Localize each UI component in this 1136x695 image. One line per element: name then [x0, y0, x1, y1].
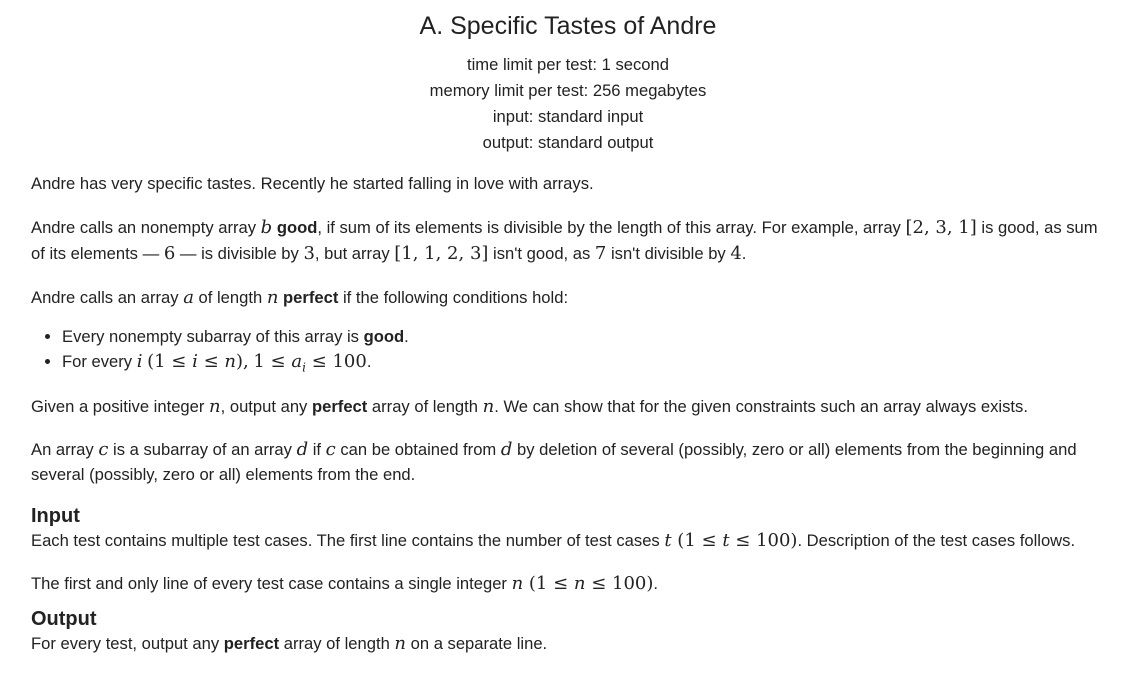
text: , if sum of its elements is divisible by the length of this array. For example, array: [317, 218, 906, 238]
conditions-list: [31, 324, 1106, 380]
text: can be obtained from: [335, 439, 501, 459]
math-array: [1, 1, 2, 3]: [394, 243, 489, 265]
math-number: 4: [730, 243, 742, 265]
math-number: 7: [594, 243, 607, 265]
text: isn't good, as: [488, 244, 595, 264]
text: .: [741, 244, 747, 264]
bold-term: good: [363, 327, 405, 347]
math-var: n: [224, 351, 236, 373]
math-var: d: [500, 438, 513, 460]
math-number: 3: [303, 243, 315, 265]
math-var: n: [209, 395, 221, 417]
text: isn't divisible by: [606, 244, 731, 264]
text: Every nonempty subarray of this array is: [62, 327, 364, 347]
math-array: [2, 3, 1]: [905, 217, 977, 239]
list-item: [62, 324, 1106, 349]
math-var: b: [260, 217, 273, 239]
text: by deletion of several (possibly, zero or all) elements from the beginning and several (possibly, zero or all) elements from the end.: [31, 439, 1077, 484]
math-number: 6: [163, 243, 176, 265]
text: array of length: [279, 634, 395, 654]
math-var: i: [136, 351, 143, 373]
text: — is divisible by: [175, 244, 304, 264]
text: , but array: [314, 244, 395, 264]
math-var: a: [291, 351, 303, 373]
text: if the following conditions hold:: [338, 288, 569, 308]
math-var: c: [98, 438, 109, 460]
text: array of length: [367, 396, 483, 416]
math-text: ≤ 100): [729, 529, 798, 551]
math-text: ≤ 100): [585, 572, 654, 594]
text: if: [308, 439, 326, 459]
text: .: [653, 573, 659, 593]
bold-term: perfect: [223, 634, 280, 654]
math-var: c: [325, 438, 336, 460]
text: . We can show that for the given constraints such an array always exists.: [494, 396, 1028, 416]
input-paragraph-2: [31, 571, 1106, 597]
text: Andre calls an nonempty array: [31, 218, 261, 238]
output-section: [31, 607, 1106, 657]
text: of length: [193, 288, 267, 308]
statement-paragraph-4: [31, 394, 1106, 420]
math-text: (1 ≤: [523, 572, 574, 594]
bold-term: perfect: [311, 396, 368, 416]
output-paragraph-1: [31, 631, 1106, 657]
math-text: ),: [235, 351, 249, 373]
input-file: input: standard input: [492, 107, 644, 126]
list-item: [62, 349, 1106, 380]
math-var: t: [664, 529, 672, 551]
input-paragraph-1: [31, 528, 1106, 554]
math-var: n: [573, 572, 586, 594]
text: is a subarray of an array: [108, 439, 297, 459]
text: .: [366, 352, 372, 372]
math-var: a: [183, 287, 194, 309]
math-var: d: [296, 438, 309, 460]
math-var: n: [394, 633, 407, 655]
math-subscript: i: [302, 360, 306, 375]
time-limit: time limit per test: 1 second: [467, 55, 669, 74]
math-var: t: [722, 529, 730, 551]
problem-title: A. Specific Tastes of Andre: [419, 12, 717, 40]
math-text: ≤: [197, 351, 225, 373]
statement-paragraph-1: Andre has very specific tastes. Recently he started falling in love with arrays.: [31, 174, 594, 193]
text: is good, as sum of its elements —: [31, 218, 1098, 264]
text: Given a positive integer: [31, 396, 210, 416]
output-title: Output: [31, 608, 97, 631]
problem-limits: [0, 52, 1136, 156]
problem-header: [0, 0, 1136, 156]
text: Andre calls an array: [31, 288, 184, 308]
text: For every test, output any: [31, 634, 224, 654]
text: , output any: [220, 396, 312, 416]
math-text: (1 ≤: [147, 351, 193, 373]
text: . Description of the test cases follows.: [797, 530, 1076, 550]
math-text: 1 ≤: [253, 351, 292, 373]
text: The first and only line of every test case contains a single integer: [31, 573, 512, 593]
memory-limit: memory limit per test: 256 megabytes: [429, 81, 707, 100]
statement-paragraph-2: [31, 215, 1106, 267]
input-title: Input: [31, 504, 80, 527]
math-var: n: [511, 572, 524, 594]
text: An array: [31, 439, 99, 459]
bold-term: good: [276, 218, 318, 238]
math-var: n: [482, 395, 495, 417]
text: For every: [62, 352, 137, 372]
statement-paragraph-5: [31, 437, 1106, 487]
input-section: [31, 504, 1106, 597]
text: on a separate line.: [406, 634, 548, 654]
math-text: ≤ 100: [305, 351, 367, 373]
math-text: (1 ≤: [671, 529, 723, 551]
bold-term: perfect: [283, 288, 339, 308]
output-file: output: standard output: [482, 133, 654, 152]
math-var: i: [192, 351, 198, 373]
problem-statement: [31, 172, 1106, 657]
text: .: [404, 327, 409, 347]
statement-paragraph-3: [31, 285, 1106, 311]
math-var: n: [266, 287, 279, 309]
text: Each test contains multiple test cases. The first line contains the number of test cases: [31, 530, 665, 550]
